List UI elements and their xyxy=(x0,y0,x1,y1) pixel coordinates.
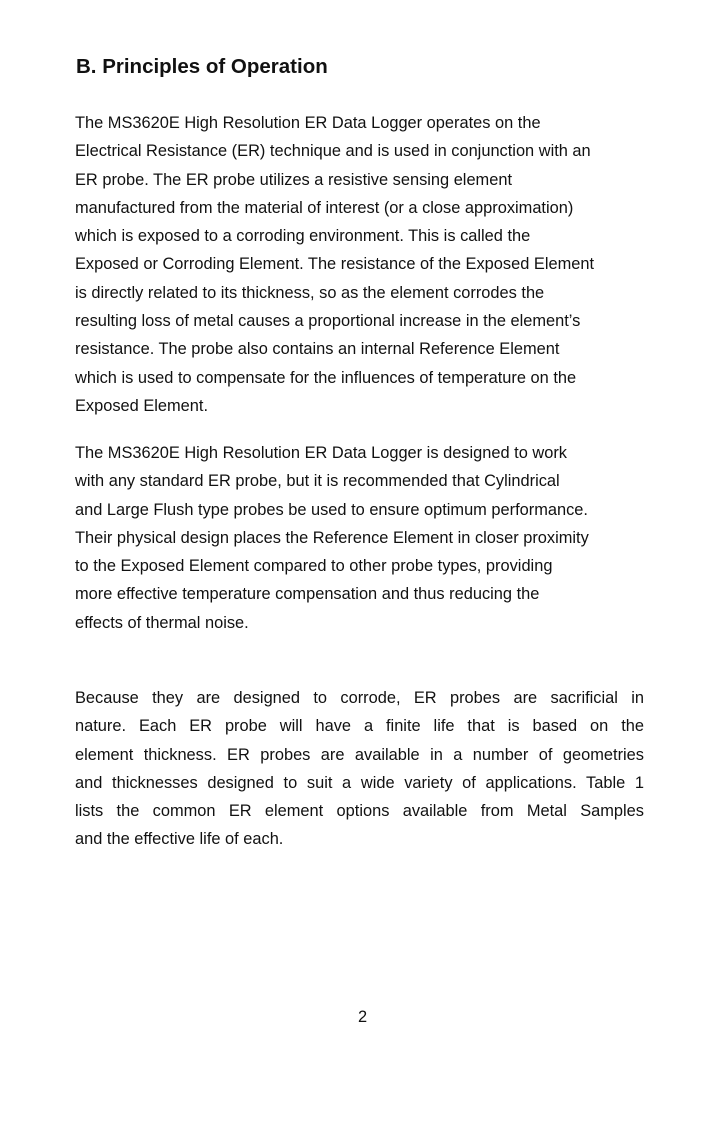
text-line: Because they are designed to corrode, ER probes are sacrificial in xyxy=(75,689,644,707)
text-line: to the Exposed Element compared to other probe types, providing xyxy=(75,557,553,576)
text-line: lists the common ER element options available from Metal Samples xyxy=(75,802,644,821)
text-line: ER probe. The ER probe utilizes a resistive sensing element xyxy=(75,170,513,189)
text-line: more effective temperature compensation and thus reducing the xyxy=(75,585,540,604)
text-line: manufactured from the material of interest (or a close approximation) xyxy=(75,198,574,217)
text-line: The MS3620E High Resolution ER Data Logger operates on the xyxy=(75,114,541,132)
text-line: Exposed or Corroding Element. The resistance of the Exposed Element xyxy=(75,255,595,274)
text-line: resistance. The probe also contains an internal Reference Element xyxy=(75,340,560,359)
section-heading: B. Principles of Operation xyxy=(76,55,328,78)
text-line: and the effective life of each. xyxy=(75,830,284,849)
text-line: and thicknesses designed to suit a wide variety of applications. Table 1 xyxy=(75,773,644,792)
text-line: effects of thermal noise. xyxy=(75,613,249,632)
text-line: The MS3620E High Resolution ER Data Logger is designed to work xyxy=(75,444,567,462)
page-number: 2 xyxy=(357,1008,368,1026)
text-line: is directly related to its thickness, so as the element corrodes the xyxy=(75,283,545,302)
text-line: which is exposed to a corroding environment. This is called the xyxy=(75,227,531,246)
paragraph-probe-life xyxy=(75,684,644,854)
paragraph-principles-intro xyxy=(75,109,655,420)
text-line: Electrical Resistance (ER) technique and is used in conjunction with an xyxy=(75,142,591,161)
text-line: with any standard ER probe, but it is recommended that Cylindrical xyxy=(75,472,560,491)
text-line: which is used to compensate for the influences of temperature on the xyxy=(75,368,577,387)
text-line: and Large Flush type probes be used to ensure optimum performance. xyxy=(75,500,588,519)
paragraph-probe-recommendation xyxy=(75,439,655,637)
text-line: Their physical design places the Reference Element in closer proximity xyxy=(75,528,589,547)
text-line: nature. Each ER probe will have a finite life that is based on the xyxy=(75,717,644,736)
text-line: Exposed Element. xyxy=(75,396,209,415)
text-line: resulting loss of metal causes a proportional increase in the element’s xyxy=(75,312,581,331)
text-line: element thickness. ER probes are available in a number of geometries xyxy=(75,745,644,764)
